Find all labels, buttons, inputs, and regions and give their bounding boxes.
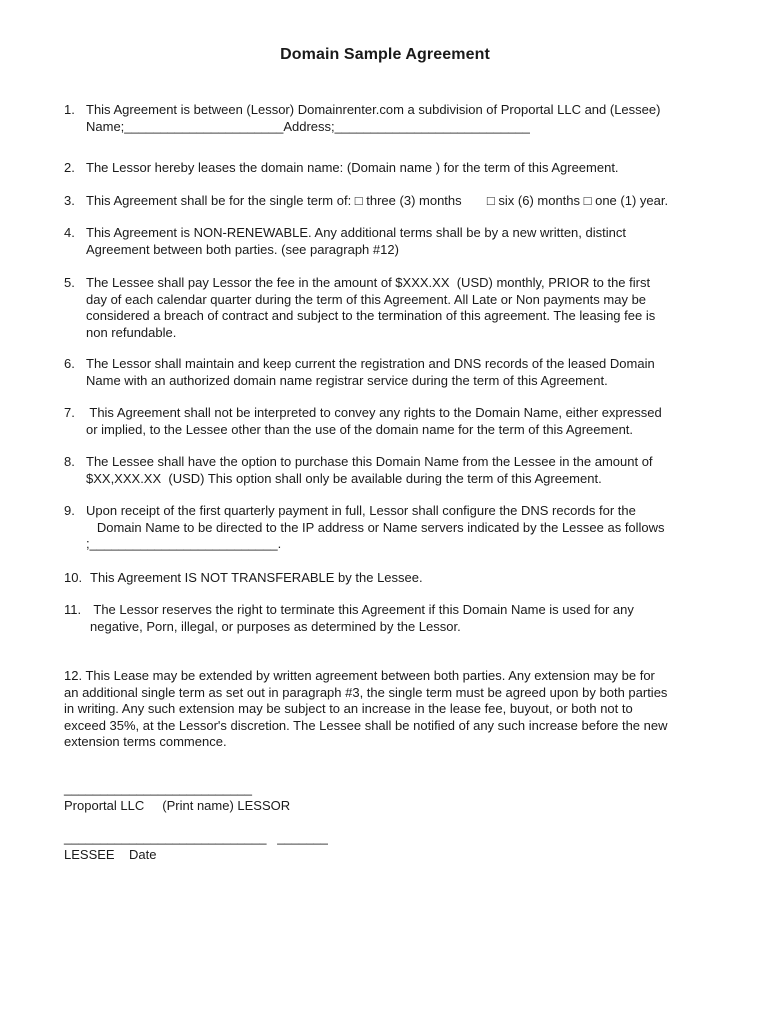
clause-text xyxy=(86,405,714,438)
clause-text-line: This Agreement is between (Lessor) Domainrenter.com a subdivision of Proportal LLC and (Lessee) xyxy=(86,102,661,117)
clause-text-line: $XX,XXX.XX (USD) This option shall only be available during the term of this Agreement. xyxy=(86,470,602,486)
clause-text-line: Domain Name to be directed to the IP address or Name servers indicated by the Lessee as follows xyxy=(86,519,665,535)
clause-5 xyxy=(64,275,714,341)
clause-12-line: exceed 35%, at the Lessor's discretion. The Lessee shall be notified of any such increase before the new xyxy=(64,717,668,733)
clause-text xyxy=(86,356,714,389)
clause-text xyxy=(86,225,714,258)
clause-text xyxy=(86,102,714,135)
clause-text-line: considered a breach of contract and subject to the termination of this agreement. The leasing fee is xyxy=(86,308,656,323)
clause-number: 7. xyxy=(64,405,75,420)
clause-text-line: ;__________________________. xyxy=(86,536,282,551)
clause-1 xyxy=(64,102,714,135)
clause-7 xyxy=(64,405,714,438)
clause-text xyxy=(86,503,714,553)
clause-number: 5. xyxy=(64,275,75,290)
clause-12-line: in writing. Any such extension may be subject to an increase in the lease fee, buyout, or both not to xyxy=(64,701,633,716)
clause-text-line: This Agreement shall not be interpreted to convey any rights to the Domain Name, either expressed xyxy=(86,405,662,420)
clause-text-line: Upon receipt of the first quarterly payment in full, Lessor shall configure the DNS records for the xyxy=(86,503,636,518)
clause-2 xyxy=(64,160,714,177)
clause-number: 8. xyxy=(64,454,75,469)
clause-12 xyxy=(64,668,724,751)
lessee-signature-line: ____________________________ _______ xyxy=(64,830,328,845)
clause-12-line: 12. This Lease may be extended by written agreement between both parties. Any extension may be for xyxy=(64,668,655,683)
clause-text-line: This Agreement is NON-RENEWABLE. Any additional terms shall be by a new written, distinct xyxy=(86,225,626,240)
clause-4 xyxy=(64,225,714,258)
lessor-signature-label: Proportal LLC (Print name) LESSOR xyxy=(64,798,291,813)
clause-text-line: day of each calendar quarter during the term of this Agreement. All Late or Non payments may be xyxy=(86,291,647,307)
clause-text-line: Name;______________________Address;___________________________ xyxy=(86,118,530,134)
clause-text xyxy=(90,602,714,635)
clause-12-line: an additional single term as set out in paragraph #3, the single term must be agreed upon by both parties xyxy=(64,684,668,700)
clause-number: 4. xyxy=(64,225,75,240)
clause-text-line: Name with an authorized domain name registrar service during the term of this Agreement. xyxy=(86,372,608,388)
clause-10 xyxy=(64,570,714,587)
clause-6 xyxy=(64,356,714,389)
clause-text-line: This Agreement IS NOT TRANSFERABLE by the Lessee. xyxy=(90,570,423,585)
clause-11 xyxy=(64,602,714,635)
clause-8 xyxy=(64,454,714,487)
clause-number: 6. xyxy=(64,356,75,371)
clause-3 xyxy=(64,193,714,210)
clause-text-line: or implied, to the Lessee other than the use of the domain name for the term of this Agreement. xyxy=(86,421,634,437)
clause-text-line: The Lessee shall have the option to purchase this Domain Name from the Lessee in the amount of xyxy=(86,454,653,469)
clause-text-line: The Lessor hereby leases the domain name: (Domain name ) for the term of this Agreement. xyxy=(86,160,619,175)
clause-text-line: The Lessee shall pay Lessor the fee in the amount of $XXX.XX (USD) monthly, PRIOR to the first xyxy=(86,275,651,290)
clause-text-line: The Lessor shall maintain and keep current the registration and DNS records of the leased Domain xyxy=(86,356,655,371)
clause-text-line: The Lessor reserves the right to terminate this Agreement if this Domain Name is used for any xyxy=(90,602,634,617)
clause-number: 3. xyxy=(64,193,75,208)
clause-number: 1. xyxy=(64,102,75,117)
clause-text xyxy=(90,570,714,587)
clause-text xyxy=(86,275,714,341)
clause-number: 10. xyxy=(64,570,83,585)
clause-text-line: This Agreement shall be for the single term of: □ three (3) months □ six (6) months □ one (1) year. xyxy=(86,193,669,208)
clause-text xyxy=(86,454,714,487)
clause-number: 9. xyxy=(64,503,75,518)
clause-text-line: Agreement between both parties. (see paragraph #12) xyxy=(86,241,399,257)
clause-text-line: negative, Porn, illegal, or purposes as determined by the Lessor. xyxy=(90,618,461,634)
clause-9 xyxy=(64,503,714,553)
clause-12-line: extension terms commence. xyxy=(64,734,227,749)
document-title: Domain Sample Agreement xyxy=(280,46,490,63)
clause-text-line: non refundable. xyxy=(86,324,177,340)
lessee-signature-label: LESSEE Date xyxy=(64,847,157,862)
clause-number: 11. xyxy=(64,602,82,617)
clause-text xyxy=(86,193,714,210)
clause-number: 2. xyxy=(64,160,75,175)
clause-text xyxy=(86,160,714,177)
lessor-signature-line: __________________________ xyxy=(64,781,252,796)
